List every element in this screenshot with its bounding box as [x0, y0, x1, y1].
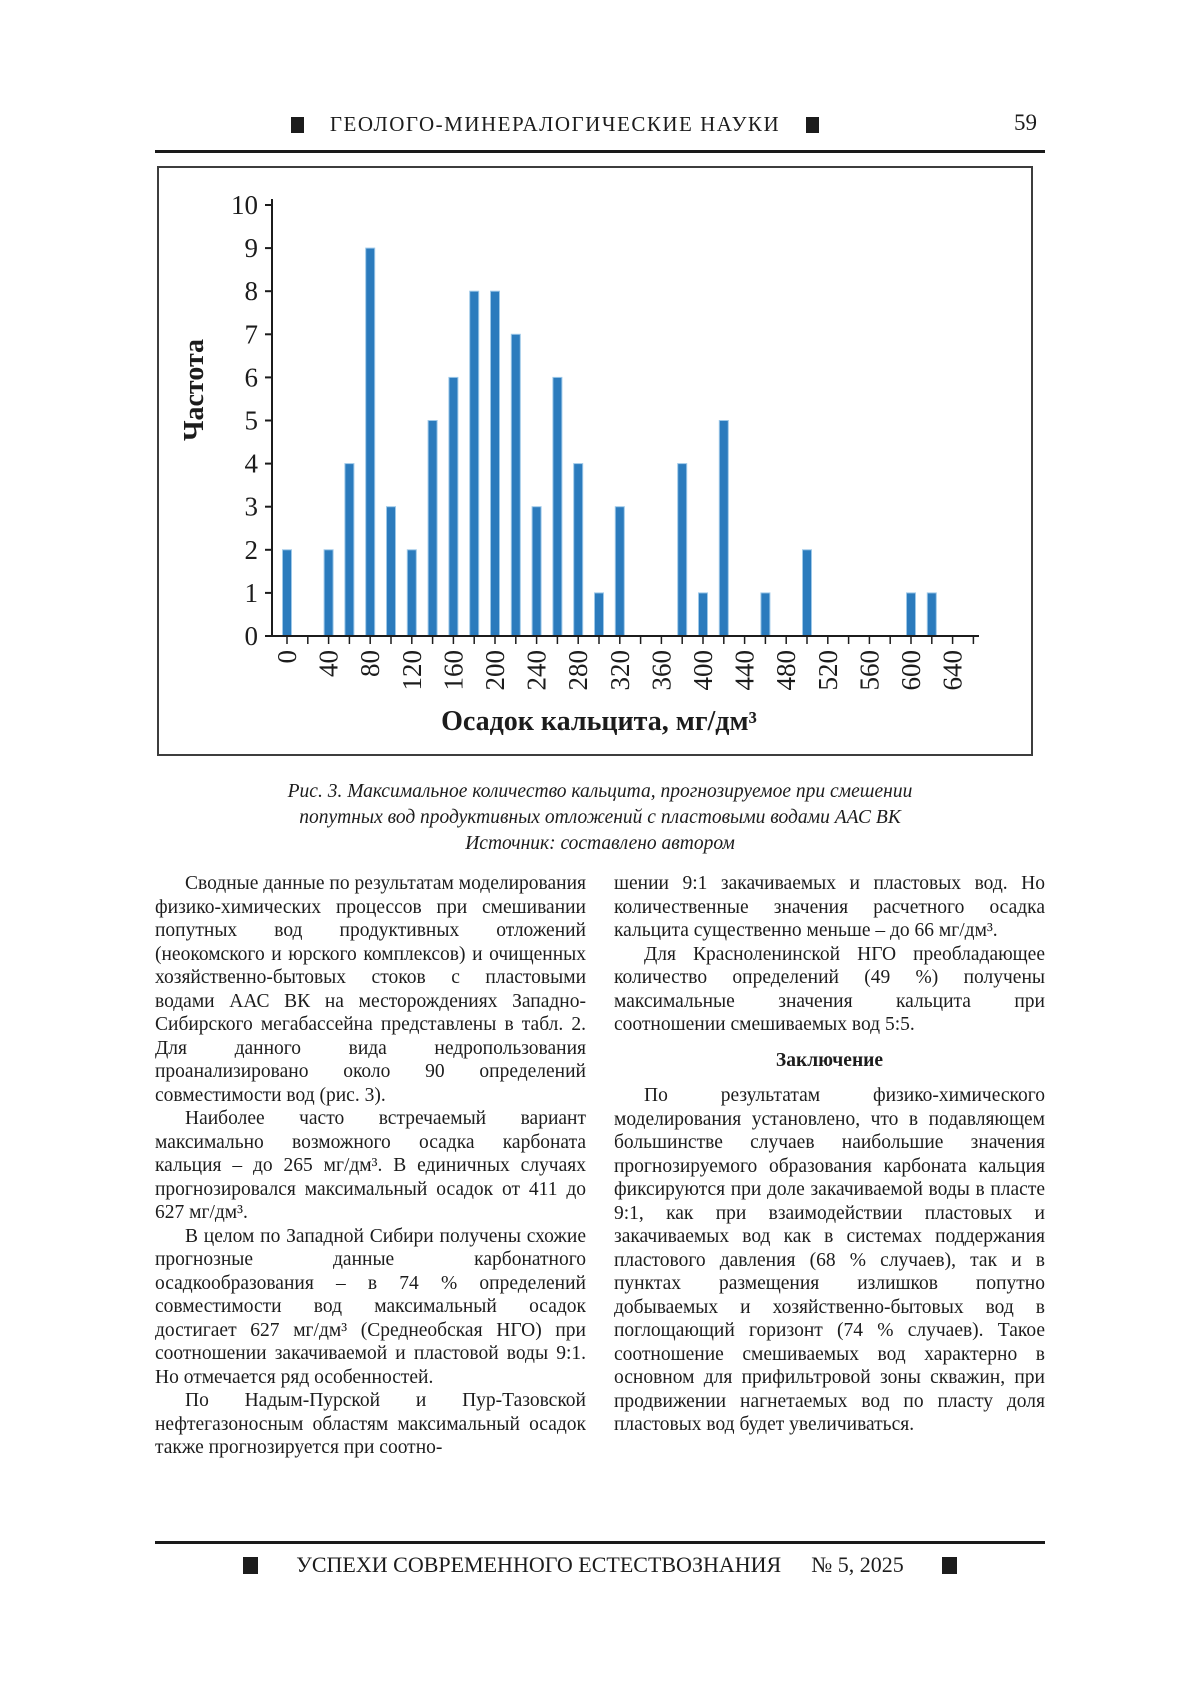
- paragraph: По результатам физико-химического моделирования установлено, что в подавляющем большинстве случаев наибольшие значения прогнозируемого образования карбоната кальция фиксируются при доле закачиваемой воды в пласте 9:1, как при взаимодействии пластовых и закачиваемых вод как в системах поддержания пластового давления (68 % случаев), так и в пунктах размещения излишков попутно добываемых и хозяйственно-бытовых вод в поглощающий горизонт (74 % случаев). Такое соотношение смешиваемых вод характерно в основном для прифильтровой зоны скважин, при продвижении нагнетаемых вод по пласту доля пластовых вод будет увеличиваться.: [614, 1085, 1045, 1435]
- page-header: [155, 112, 1045, 142]
- histogram-bar: [491, 291, 500, 636]
- paragraph: Сводные данные по результатам моделирования физико-химических процессов при смешивании попутных вод продуктивных отложений (неокомского и юрского комплексов) и очищенных хозяйственно-бытовых стоков с пластовыми водами ААС ВК на месторождениях Западно-Сибирского мегабассейна представлены в табл. 2. Для данного вида недропользования проанализировано около 90 определений совместимости вод (рис. 3).: [155, 873, 586, 1106]
- x-tick-label: 40: [313, 650, 344, 677]
- histogram-bar: [699, 593, 708, 636]
- x-tick-label: 160: [438, 650, 469, 691]
- histogram-bar: [553, 377, 562, 636]
- header-left-square-icon: [291, 117, 304, 133]
- x-tick-label: 600: [896, 650, 926, 691]
- calcite-histogram-chart: [159, 168, 1031, 754]
- x-tick-label: 480: [771, 650, 802, 691]
- left-column: [155, 872, 586, 1460]
- y-tick-label: 10: [231, 190, 258, 220]
- histogram-bar: [761, 593, 770, 636]
- y-tick-label: 3: [244, 491, 258, 522]
- y-tick-label: 2: [244, 534, 258, 565]
- right-column: [614, 872, 1045, 1437]
- histogram-bar: [615, 507, 624, 636]
- x-tick-label: 640: [937, 650, 968, 691]
- x-tick-label: 440: [729, 650, 760, 691]
- y-tick-label: 6: [244, 362, 258, 393]
- figure-caption-line1: Рис. 3. Максимальное количество кальцита, прогнозируемое при смешении: [287, 781, 913, 802]
- journal-title: УСПЕХИ СОВРЕМЕННОГО ЕСТЕСТВОЗНАНИЯ: [296, 1552, 782, 1577]
- x-axis-title: Осадок кальцита, мг/дм³: [441, 706, 757, 737]
- x-tick-label: 240: [521, 650, 552, 691]
- x-tick-label: 280: [563, 650, 594, 691]
- histogram-bar: [428, 421, 437, 637]
- paragraph: Для Красноленинской НГО преобладающее количество определений (49 %) получены максимальные значения кальцита при соотношении смешиваемых вод 5:5.: [614, 943, 1045, 1035]
- histogram-bar: [345, 464, 354, 636]
- y-tick-label: 1: [244, 577, 258, 608]
- page-footer: [155, 1552, 1045, 1578]
- figure-caption-line3: Источник: составлено автором: [465, 833, 735, 854]
- figure-caption-line2: попутных вод продуктивных отложений с пластовыми водами ААС ВК: [299, 807, 901, 828]
- histogram-bar: [407, 550, 416, 636]
- page-number: 59: [1014, 110, 1037, 135]
- y-tick-label: 0: [244, 621, 258, 651]
- header-rule: [155, 150, 1045, 153]
- histogram-bar: [511, 334, 520, 636]
- histogram-bar: [574, 464, 583, 636]
- histogram-bar: [387, 507, 396, 636]
- histogram-bar: [907, 593, 916, 636]
- footer-left-square-icon: [243, 1557, 258, 1574]
- histogram-bar: [283, 550, 292, 636]
- histogram-bar: [678, 464, 687, 636]
- y-tick-label: 7: [244, 319, 258, 350]
- y-axis-title: Частота: [179, 338, 210, 442]
- histogram-bar: [927, 593, 936, 636]
- figure-caption: [155, 779, 1045, 857]
- x-tick-label: 200: [480, 650, 510, 691]
- x-tick-label: 560: [854, 650, 885, 691]
- paragraph: В целом по Западной Сибири получены схожие прогнозные данные карбонатного осадкообразования – в 74 % определений совместимости вод максимальный осадок достигает 627 мг/дм³ (Среднеобская НГО) при соотношении закачиваемой и пластовой воды 9:1. Но отмечается ряд особенностей.: [155, 1225, 586, 1388]
- histogram-bar: [470, 291, 479, 636]
- y-tick-label: 8: [244, 276, 258, 307]
- histogram-bar: [532, 507, 541, 636]
- x-tick-label: 400: [688, 650, 718, 691]
- paragraph: шении 9:1 закачиваемых и пластовых вод. Но количественные значения расчетного осадка кальцита существенно меньше – до 66 мг/дм³.: [614, 873, 1045, 941]
- x-tick-label: 80: [355, 650, 386, 677]
- y-tick-label: 5: [244, 405, 258, 436]
- x-tick-label: 0: [272, 650, 302, 664]
- x-tick-label: 360: [646, 650, 677, 691]
- histogram-bar: [803, 550, 812, 636]
- header-right-square-icon: [806, 117, 819, 133]
- y-tick-label: 9: [244, 233, 258, 264]
- paragraph: Наиболее часто встречаемый вариант максимально возможного осадка карбоната кальция – до 265 мг/дм³. В единичных случаях прогнозировался максимальный осадок от 411 до 627 мг/дм³.: [155, 1108, 586, 1223]
- x-tick-label: 520: [812, 650, 843, 691]
- footer-rule: [155, 1541, 1045, 1544]
- conclusion-heading: Заключение: [775, 1049, 884, 1071]
- journal-issue: № 5, 2025: [811, 1552, 904, 1577]
- x-tick-label: 120: [396, 650, 427, 691]
- figure-3-box: [157, 166, 1033, 756]
- histogram-bar: [324, 550, 333, 636]
- x-tick-label: 320: [604, 650, 635, 691]
- y-tick-label: 4: [244, 448, 258, 479]
- section-title: ГЕОЛОГО-МИНЕРАЛОГИЧЕСКИЕ НАУКИ: [329, 112, 781, 136]
- paragraph: По Надым-Пурской и Пур-Тазовской нефтегазоносным областям максимальный осадок также прогнозируется при соотно-: [155, 1390, 586, 1458]
- footer-right-square-icon: [942, 1557, 957, 1574]
- histogram-bar: [366, 248, 375, 636]
- header-title-group: [155, 112, 955, 137]
- histogram-bar: [449, 377, 458, 636]
- histogram-bar: [595, 593, 604, 636]
- histogram-bar: [719, 421, 728, 637]
